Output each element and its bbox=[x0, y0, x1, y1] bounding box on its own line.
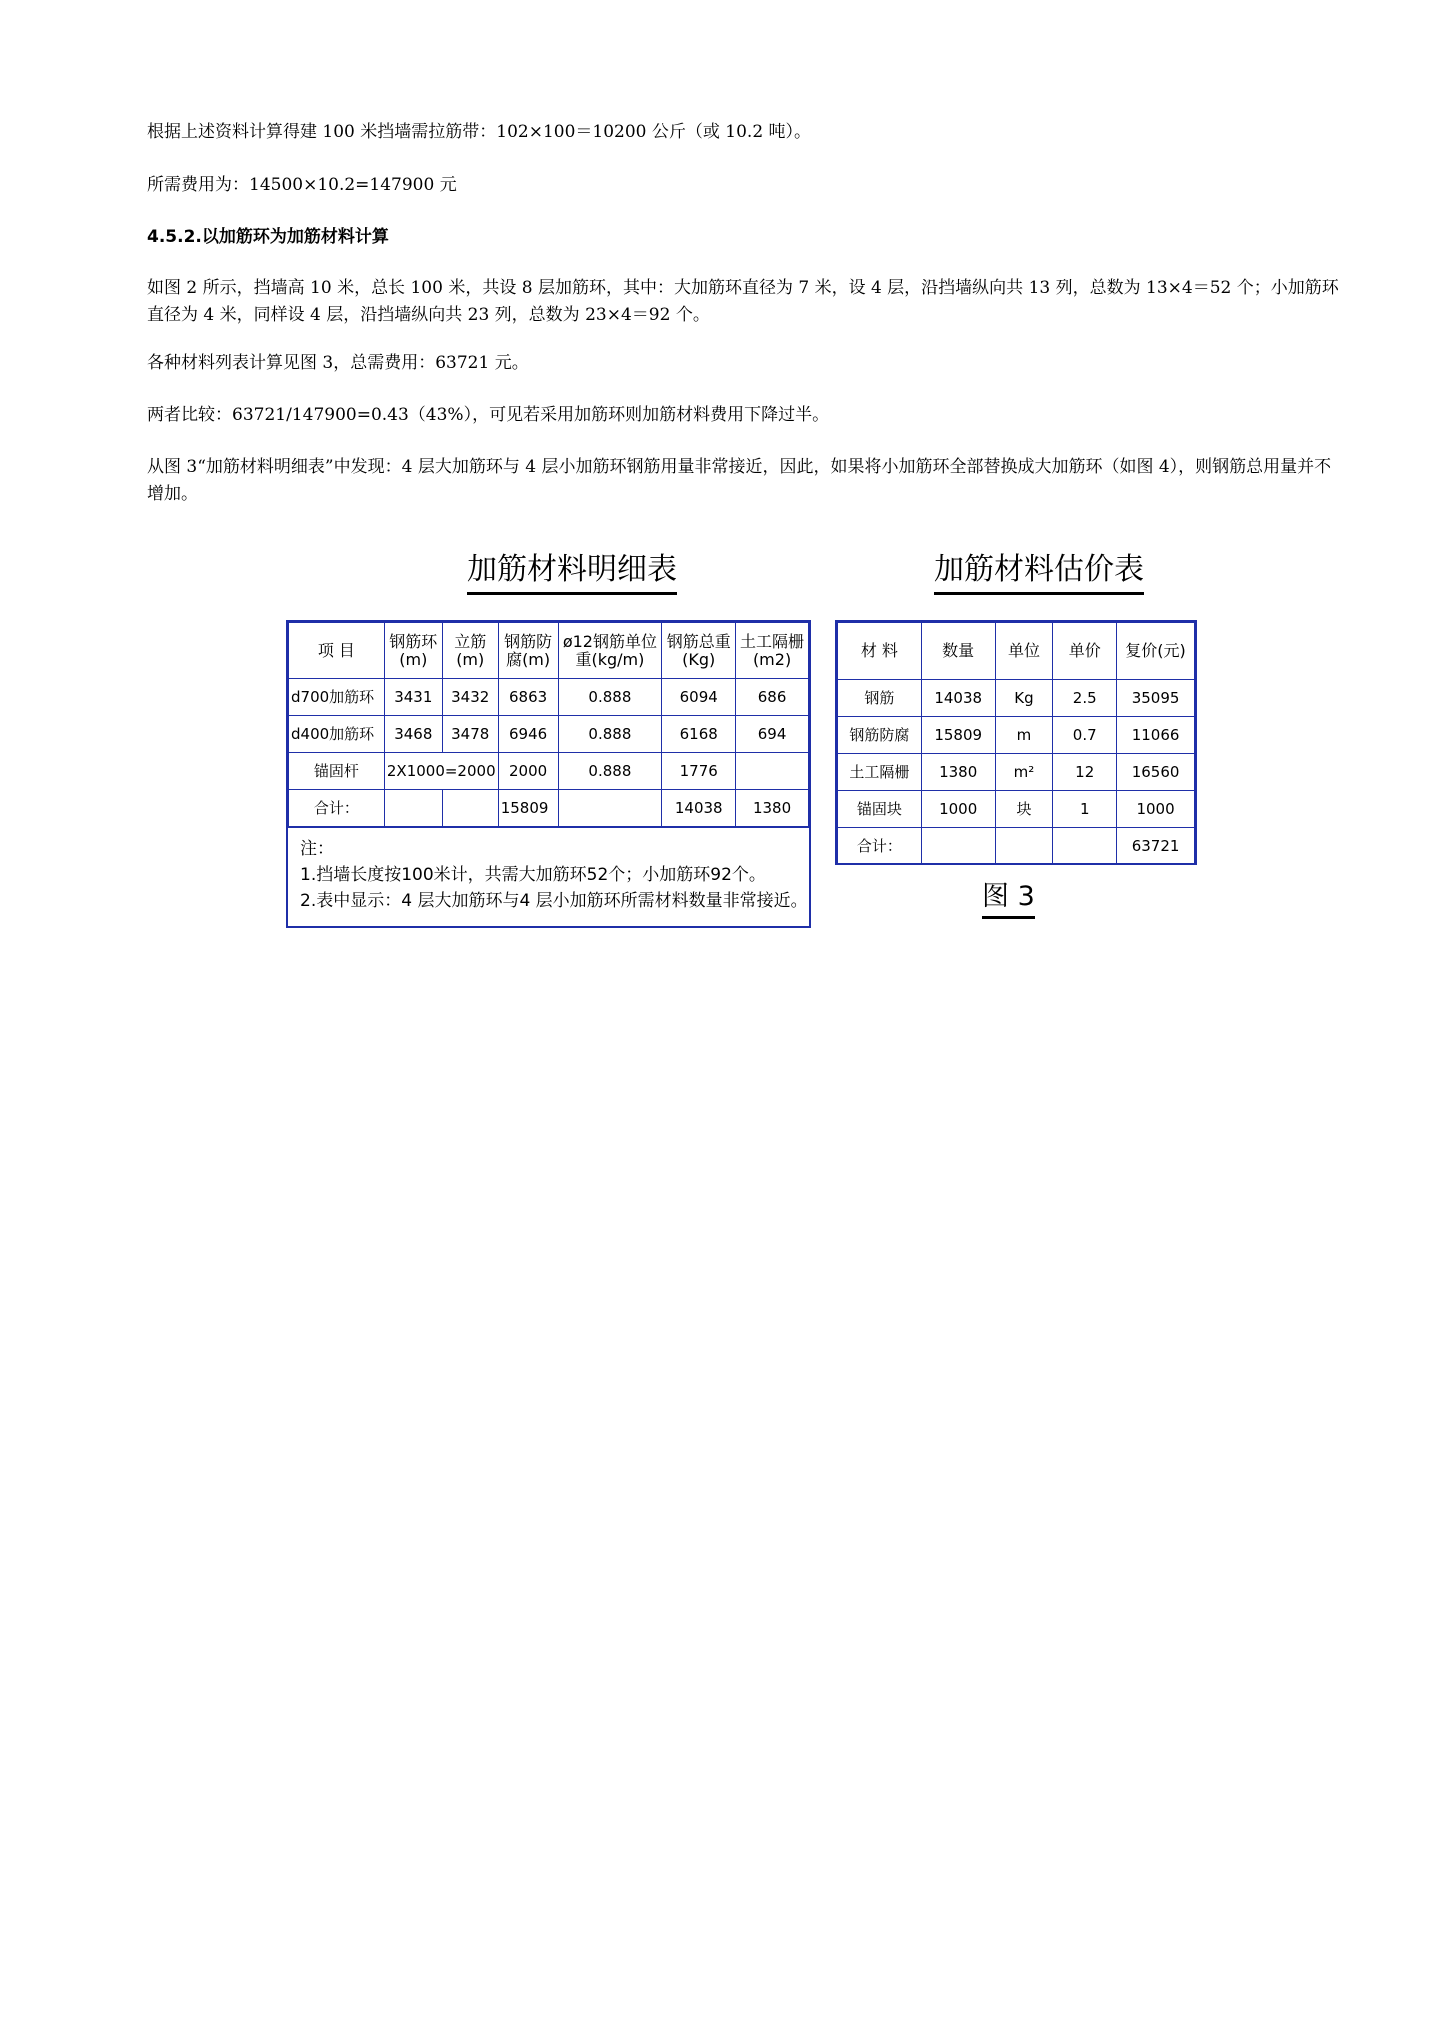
price-table bbox=[837, 622, 1195, 864]
detail-table-box bbox=[286, 620, 811, 928]
table-cell: 6946 bbox=[498, 716, 558, 753]
section-heading: 4.5.2.以加筋环为加筋材料计算 bbox=[147, 227, 389, 247]
price-header-unit-price: 单价 bbox=[1053, 623, 1117, 680]
detail-header-unit-weight: ø12钢筋单位 重(kg/m) bbox=[558, 623, 662, 679]
paragraph-strip-cost: 所需费用为：14500×10.2=147900 元 bbox=[147, 175, 457, 195]
figure-caption: 图 3 bbox=[982, 880, 1035, 919]
table-cell: 2.5 bbox=[1053, 680, 1117, 717]
table-cell: d400加筋环 bbox=[289, 716, 385, 753]
table-cell: 合计： bbox=[838, 828, 922, 864]
table-row bbox=[289, 716, 809, 753]
table-cell: 1380 bbox=[736, 790, 809, 827]
detail-header-item: 项 目 bbox=[289, 623, 385, 679]
table-cell bbox=[442, 790, 498, 827]
table-row bbox=[289, 790, 809, 827]
table-row bbox=[289, 753, 809, 790]
table-cell: 合计： bbox=[289, 790, 385, 827]
table-cell bbox=[384, 790, 442, 827]
price-header-quantity: 数量 bbox=[921, 623, 995, 680]
table-row bbox=[838, 680, 1195, 717]
table-cell: 1000 bbox=[921, 791, 995, 828]
table-cell: 16560 bbox=[1117, 754, 1195, 791]
price-header-row bbox=[838, 623, 1195, 680]
table-cell: 12 bbox=[1053, 754, 1117, 791]
table-cell: 694 bbox=[736, 716, 809, 753]
note-line: 2.表中显示：4 层大加筋环与4 层小加筋环所需材料数量非常接近。 bbox=[300, 891, 808, 911]
paragraph-total-cost: 各种材料列表计算见图 3，总需费用：63721 元。 bbox=[147, 353, 529, 373]
table-cell: 15809 bbox=[498, 790, 558, 827]
table-cell: 2X1000=2000 bbox=[384, 753, 498, 790]
table-cell: 钢筋 bbox=[838, 680, 922, 717]
detail-header-row bbox=[289, 623, 809, 679]
table-cell: d700加筋环 bbox=[289, 679, 385, 716]
detail-table bbox=[288, 622, 809, 827]
paragraph-ring-layout: 如图 2 所示，挡墙高 10 米，总长 100 米，共设 8 层加筋环，其中：大加筋环直径为 7 米，设 4 层，沿挡墙纵向共 13 列，总数为 13×4＝52 个；小加筋环直径为 4 米，同样设 4 层，沿挡墙纵向共 23 列，总数为 23×4＝92 个。 bbox=[147, 278, 1339, 325]
table-cell: 0.7 bbox=[1053, 717, 1117, 754]
table-cell: 1380 bbox=[921, 754, 995, 791]
table-cell bbox=[921, 828, 995, 864]
table-cell: 锚固杆 bbox=[289, 753, 385, 790]
table-cell: 35095 bbox=[1117, 680, 1195, 717]
table-cell: 1776 bbox=[662, 753, 736, 790]
table-cell: 11066 bbox=[1117, 717, 1195, 754]
table-cell: m bbox=[995, 717, 1053, 754]
table-cell: 3478 bbox=[442, 716, 498, 753]
table-cell: 3432 bbox=[442, 679, 498, 716]
table-cell: 2000 bbox=[498, 753, 558, 790]
price-table-box bbox=[835, 620, 1197, 865]
table-row bbox=[289, 679, 809, 716]
table-cell: 0.888 bbox=[558, 679, 662, 716]
note-line: 1.挡墙长度按100米计，共需大加筋环52个；小加筋环92个。 bbox=[300, 865, 766, 885]
paragraph-comparison: 两者比较：63721/147900=0.43（43%），可见若采用加筋环则加筋材料费用下降过半。 bbox=[147, 405, 830, 425]
paragraph-steel-strip-weight: 根据上述资料计算得建 100 米挡墙需拉筋带：102×100＝10200 公斤（或 10.2 吨）。 bbox=[147, 122, 812, 142]
price-table-title: 加筋材料估价表 bbox=[934, 550, 1144, 595]
detail-table-title: 加筋材料明细表 bbox=[467, 550, 677, 595]
table-cell: 6863 bbox=[498, 679, 558, 716]
paragraph-finding: 从图 3“加筋材料明细表”中发现：4 层大加筋环与 4 层小加筋环钢筋用量非常接近，因此，如果将小加筋环全部替换成大加筋环（如图 4），则钢筋总用量并不增加。 bbox=[147, 457, 1332, 504]
table-cell: 1000 bbox=[1117, 791, 1195, 828]
table-cell: 14038 bbox=[662, 790, 736, 827]
table-cell: 土工隔栅 bbox=[838, 754, 922, 791]
table-cell: 锚固块 bbox=[838, 791, 922, 828]
table-cell: 0.888 bbox=[558, 716, 662, 753]
table-cell: Kg bbox=[995, 680, 1053, 717]
table-cell: 1 bbox=[1053, 791, 1117, 828]
table-row bbox=[838, 754, 1195, 791]
table-cell: 686 bbox=[736, 679, 809, 716]
table-cell bbox=[1053, 828, 1117, 864]
detail-header-ring: 钢筋环 (m) bbox=[384, 623, 442, 679]
table-cell: 0.888 bbox=[558, 753, 662, 790]
detail-table-notes bbox=[288, 827, 809, 920]
price-header-material: 材 料 bbox=[838, 623, 922, 680]
table-cell: 3468 bbox=[384, 716, 442, 753]
detail-header-total-weight: 钢筋总重 (Kg) bbox=[662, 623, 736, 679]
table-cell: m² bbox=[995, 754, 1053, 791]
table-cell: 63721 bbox=[1117, 828, 1195, 864]
table-cell: 6094 bbox=[662, 679, 736, 716]
table-cell: 3431 bbox=[384, 679, 442, 716]
notes-label: 注： bbox=[300, 839, 334, 859]
detail-header-vertical: 立筋 (m) bbox=[442, 623, 498, 679]
table-cell: 钢筋防腐 bbox=[838, 717, 922, 754]
table-row bbox=[838, 717, 1195, 754]
table-cell: 15809 bbox=[921, 717, 995, 754]
table-cell: 14038 bbox=[921, 680, 995, 717]
table-cell: 块 bbox=[995, 791, 1053, 828]
detail-header-anticorrosion: 钢筋防 腐(m) bbox=[498, 623, 558, 679]
detail-header-geogrid: 土工隔栅 (m2) bbox=[736, 623, 809, 679]
table-cell bbox=[736, 753, 809, 790]
table-row bbox=[838, 828, 1195, 864]
table-cell: 6168 bbox=[662, 716, 736, 753]
price-header-unit: 单位 bbox=[995, 623, 1053, 680]
table-cell bbox=[558, 790, 662, 827]
price-header-amount: 复价(元) bbox=[1117, 623, 1195, 680]
table-row bbox=[838, 791, 1195, 828]
table-cell bbox=[995, 828, 1053, 864]
